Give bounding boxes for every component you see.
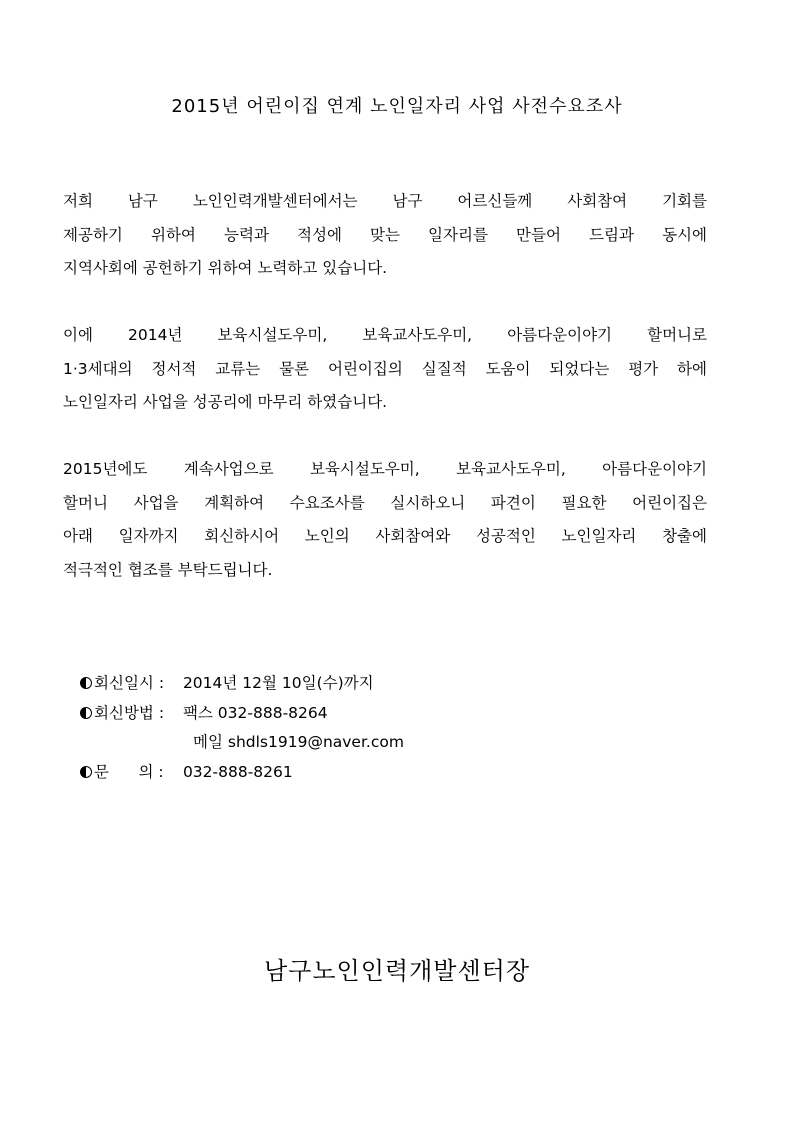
paragraph-intro [63,185,707,286]
paragraph-line: 할머니 사업을 계획하여 수요조사를 실시하오니 파견이 필요한 어린이집은 [63,493,707,512]
paragraph-line: 아래 일자까지 회신하시어 노인의 사회참여와 성공적인 노인일자리 창출에 [63,527,707,545]
half-circle-bullet-icon [80,677,92,689]
method-mail: 메일 shdls1919@naver.com [193,733,404,751]
method-mail-row [80,728,404,758]
paragraph-line: 지역사회에 공헌하기 위하여 노력하고 있습니다. [63,259,388,277]
method-fax: 팩스 032-888-8264 [182,703,328,722]
document-title: 2015년 어린이집 연계 노인일자리 사업 사전수요조사 [171,96,623,117]
deadline-value: 2014년 12월 10일(수)까지 [182,674,374,692]
reply-info [80,669,404,787]
method-label: 회신방법 : [94,703,165,722]
half-circle-bullet-icon [80,766,92,778]
inquiry-label: 문 의 : [94,762,164,781]
paragraph-2015-request [63,453,707,587]
paragraph-line: 제공하기 위하여 능력과 적성에 맞는 일자리를 만들어 드림과 동시에 [63,225,707,244]
paragraph-line: 2015년에도 계속사업으로 보육시설도우미, 보육교사도우미, 아름다운이야기 [63,460,707,478]
half-circle-bullet-icon [80,707,92,719]
paragraph-line: 저희 남구 노인인력개발센터에서는 남구 어르신들께 사회참여 기회를 [63,192,707,210]
inquiry-value: 032-888-8261 [182,762,293,781]
paragraph-line: 이에 2014년 보육시설도우미, 보육교사도우미, 아름다운이야기 할머니로 [63,326,707,344]
paragraph-line: 1·3세대의 정서적 교류는 물론 어린이집의 실질적 도움이 되었다는 평가 하에 [63,359,707,378]
inquiry-row [80,758,404,788]
signature: 남구노인인력개발센터장 [263,957,531,985]
paragraph-line: 노인일자리 사업을 성공리에 마무리 하였습니다. [63,393,388,411]
paragraph-line: 적극적인 협조를 부탁드립니다. [63,560,273,579]
paragraph-2014-result [63,319,707,420]
deadline-row [80,669,404,699]
method-row [80,699,404,729]
deadline-label: 회신일시 : [94,674,165,692]
